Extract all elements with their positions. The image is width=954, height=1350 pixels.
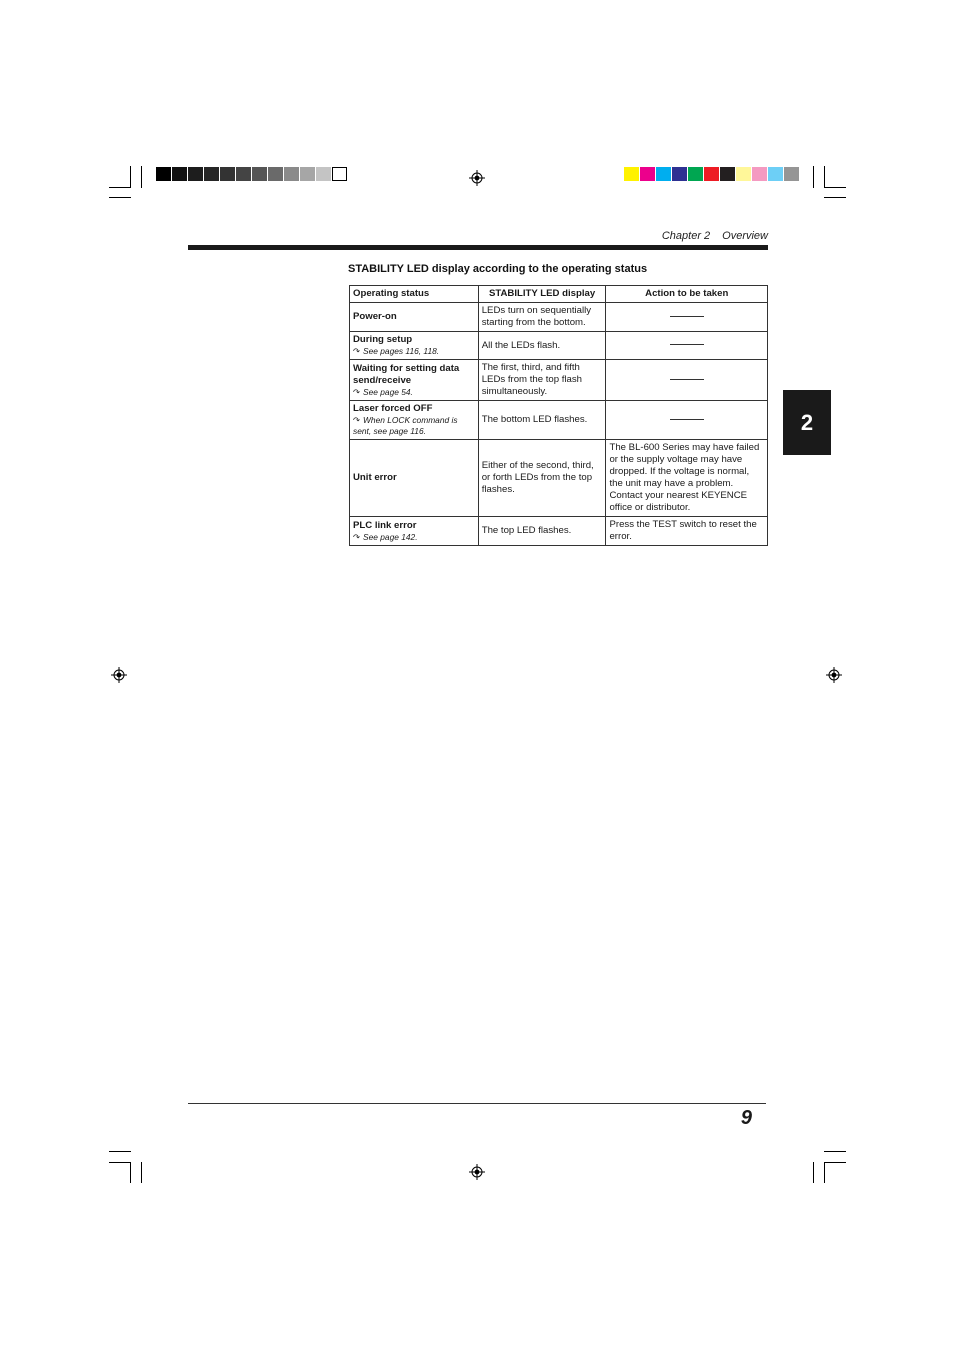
table-header-row bbox=[350, 286, 768, 303]
ref-arrow-icon: ↷ bbox=[353, 415, 361, 425]
action-cell bbox=[606, 401, 768, 440]
color-swatch bbox=[736, 167, 751, 181]
table-row bbox=[350, 440, 768, 517]
crop-mark bbox=[824, 1162, 846, 1163]
led-display-cell: The first, third, and fifth LEDs from the top flash simultaneously. bbox=[478, 360, 606, 401]
page-reference-text: See pages 116, 118. bbox=[363, 346, 440, 356]
gray-swatch bbox=[220, 167, 235, 181]
crop-mark bbox=[130, 166, 131, 188]
no-action-dash bbox=[670, 316, 704, 317]
color-swatch bbox=[752, 167, 767, 181]
led-display-cell: The top LED flashes. bbox=[478, 517, 606, 546]
color-swatch bbox=[768, 167, 783, 181]
section-title: STABILITY LED display according to the operating status bbox=[348, 263, 648, 275]
status-cell bbox=[350, 360, 479, 401]
registration-mark-icon bbox=[469, 170, 485, 186]
registration-mark-icon bbox=[111, 667, 127, 683]
led-display-cell: Either of the second, third, or forth LEDs from the top flashes. bbox=[478, 440, 606, 517]
gray-swatch bbox=[268, 167, 283, 181]
action-cell bbox=[606, 303, 768, 332]
crop-mark bbox=[130, 1162, 131, 1183]
crop-mark bbox=[141, 1162, 142, 1183]
status-name: PLC link error bbox=[353, 519, 417, 531]
page-reference bbox=[353, 532, 475, 543]
page-reference bbox=[353, 346, 475, 357]
color-swatch bbox=[624, 167, 639, 181]
color-swatch bbox=[704, 167, 719, 181]
table-row bbox=[350, 517, 768, 546]
gray-color-bar bbox=[156, 167, 348, 181]
crop-mark bbox=[824, 166, 825, 188]
page-reference-text: See page 54. bbox=[363, 386, 413, 397]
column-header-status: Operating status bbox=[350, 286, 479, 303]
led-display-cell: LEDs turn on sequentially starting from the bottom. bbox=[478, 303, 606, 332]
status-name: Power-on bbox=[353, 311, 397, 322]
ref-arrow-icon: ↷ bbox=[353, 346, 361, 356]
page-number: 9 bbox=[740, 1107, 752, 1129]
crop-mark bbox=[824, 1151, 846, 1152]
action-cell bbox=[606, 360, 768, 401]
action-cell: The BL-600 Series may have failed or the supply voltage may have dropped. If the voltage is normal, the unit may have a problem. Contact your nearest KEYENCE office or distributor. bbox=[606, 440, 768, 517]
crop-mark bbox=[813, 166, 814, 188]
color-swatch bbox=[656, 167, 671, 181]
gray-swatch bbox=[300, 167, 315, 181]
crop-mark bbox=[109, 197, 131, 198]
page-reference-text: See page 142. bbox=[363, 531, 418, 542]
running-header bbox=[662, 230, 768, 242]
chapter-tab: 2 bbox=[783, 390, 831, 455]
color-swatch bbox=[672, 167, 687, 181]
color-swatch bbox=[720, 167, 735, 181]
gray-swatch bbox=[156, 167, 171, 181]
status-cell bbox=[350, 303, 479, 332]
ref-arrow-icon: ↷ bbox=[353, 531, 361, 542]
crop-mark bbox=[824, 197, 846, 198]
action-cell: Press the TEST switch to reset the error. bbox=[606, 517, 768, 546]
registration-mark-icon bbox=[469, 1164, 485, 1180]
page-reference bbox=[353, 387, 475, 398]
status-name: During setup bbox=[353, 334, 413, 345]
gray-swatch bbox=[332, 167, 347, 181]
no-action-dash bbox=[670, 379, 704, 380]
gray-swatch bbox=[204, 167, 219, 181]
no-action-dash bbox=[670, 344, 704, 345]
header-section: Overview bbox=[722, 230, 768, 242]
color-swatch bbox=[640, 167, 655, 181]
led-display-cell: All the LEDs flash. bbox=[478, 332, 606, 360]
column-header-display: STABILITY LED display bbox=[478, 286, 606, 303]
status-name: Waiting for setting data send/receive bbox=[353, 362, 460, 386]
status-cell bbox=[350, 517, 479, 546]
header-chapter: Chapter 2 bbox=[661, 230, 711, 242]
status-cell bbox=[350, 440, 479, 517]
color-swatch bbox=[688, 167, 703, 181]
status-cell bbox=[350, 332, 479, 360]
gray-swatch bbox=[284, 167, 299, 181]
crop-mark bbox=[109, 1151, 131, 1152]
status-name: Unit error bbox=[353, 472, 397, 483]
status-name: Laser forced OFF bbox=[353, 403, 433, 414]
footer-rule bbox=[188, 1103, 766, 1104]
gray-swatch bbox=[252, 167, 267, 181]
table-row bbox=[350, 303, 768, 332]
crop-mark bbox=[141, 166, 142, 188]
table-row bbox=[350, 332, 768, 360]
ref-arrow-icon: ↷ bbox=[353, 386, 361, 397]
registration-mark-icon bbox=[826, 667, 842, 683]
column-header-action: Action to be taken bbox=[606, 286, 768, 303]
page-reference bbox=[353, 415, 475, 437]
table-row bbox=[350, 360, 768, 401]
process-color-bar bbox=[624, 167, 800, 181]
crop-mark bbox=[824, 187, 846, 188]
table-row bbox=[350, 401, 768, 440]
status-cell bbox=[350, 401, 479, 440]
gray-swatch bbox=[316, 167, 331, 181]
led-display-cell: The bottom LED flashes. bbox=[478, 401, 606, 440]
crop-mark bbox=[813, 1162, 814, 1183]
crop-mark bbox=[109, 187, 131, 188]
gray-swatch bbox=[236, 167, 251, 181]
led-status-table bbox=[349, 285, 768, 546]
action-cell bbox=[606, 332, 768, 360]
no-action-dash bbox=[670, 419, 704, 420]
crop-mark bbox=[109, 1162, 131, 1163]
page-reference-text: When LOCK command is sent, see page 116. bbox=[353, 415, 458, 436]
crop-mark bbox=[824, 1162, 825, 1183]
gray-swatch bbox=[188, 167, 203, 181]
color-swatch bbox=[784, 167, 799, 181]
gray-swatch bbox=[172, 167, 187, 181]
header-rule bbox=[188, 245, 768, 250]
